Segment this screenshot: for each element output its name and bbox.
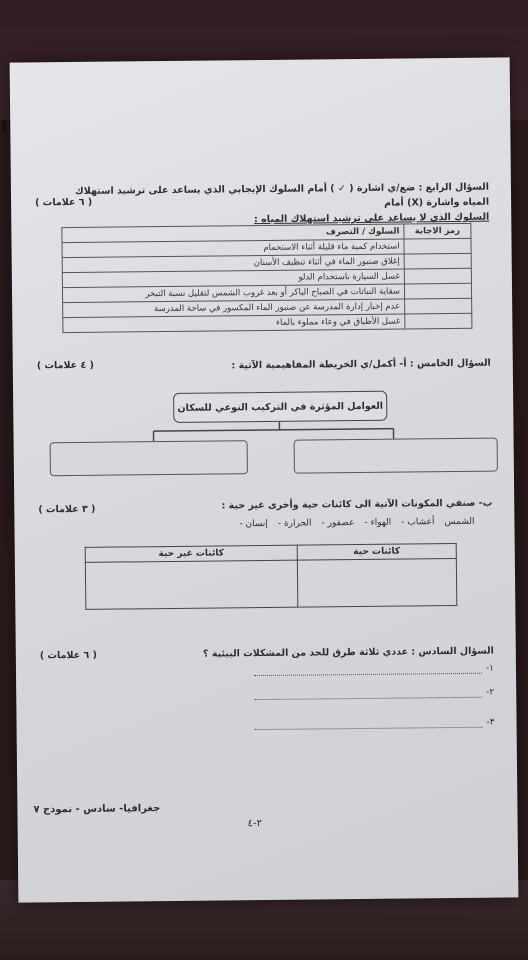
question6-heading: السؤال السادس : عددي ثلاثة طرق للحد من المشكلات البيئية ؟ [202, 645, 494, 660]
question5-marks: ( ٤ علامات ) [36, 359, 94, 372]
question4-line1: السؤال الرابع : ضع/ي اشارة ( ✓ ) أمام السلوك الإيجابي الذي يساعد على ترشيد استهلاك المياه واشارة (X) أمام [74, 181, 490, 209]
answer-number: -٣ [486, 717, 495, 728]
behavior-cell: استخدام كمية ماء قليلة أثناء الاستحمام [62, 239, 404, 258]
concept-map-box-left[interactable] [50, 440, 248, 476]
header-symbol: رمز الاجابة [404, 223, 471, 239]
component-item: - الهواء [364, 517, 392, 528]
concept-map-box-right[interactable] [294, 438, 498, 474]
behavior-cell: غسل الأطباق في وعاء مملوء بالماء [63, 314, 405, 333]
classification-table [85, 543, 458, 610]
living-cell[interactable] [297, 558, 457, 607]
behavior-cell: إغلاق صنبور الماء في أثناء تنظيف الأسنان [62, 254, 404, 273]
footer-label: جغرافيا- سادس - نموذج ٧ [33, 803, 161, 816]
behavior-cell: غسل السيارة باستخدام الدلو [62, 269, 404, 288]
components-list [74, 517, 474, 531]
behavior-cell: عدم إخبار إدارة المدرسة عن صنبور الماء المكسور في ساحة المدرسة [63, 299, 405, 318]
header-nonliving: كائنات غير حية [85, 545, 297, 562]
component-item: - الحرارة [277, 518, 312, 529]
dotted-line [254, 665, 482, 676]
answer-line-3[interactable] [255, 718, 495, 731]
answer-number: -٢ [486, 687, 495, 698]
question4-marks: ( ٦ علامات ) [35, 196, 93, 209]
header-living: كائنات حية [297, 543, 456, 560]
part-b-marks: ( ٣ علامات ) [38, 503, 96, 516]
classification-body-row [85, 558, 456, 609]
component-item: - إنسان [239, 518, 268, 530]
behavior-cell: سقاية النباتات في الصباح الباكر أو بعد غروب الشمس لتقليل نسبة التبخر [62, 284, 404, 303]
dotted-line [254, 689, 482, 700]
part-b-heading: ب- صنفي المكونات الآتية الى كائنات حية وأخرى غير حية : [221, 497, 493, 512]
answer-number: -١ [485, 663, 495, 674]
answer-line-1[interactable] [254, 664, 494, 677]
component-item: الشمس [444, 516, 475, 528]
component-item: - أعشاب [401, 517, 435, 528]
question6-marks: ( ٦ علامات ) [39, 649, 98, 662]
concept-map-root-label: العوامل المؤثرة في التركيب النوعي للسكان [177, 400, 384, 414]
answer-line-2[interactable] [254, 688, 494, 701]
sheet-edge-mark [2, 121, 6, 131]
concept-map-connectors [10, 57, 514, 482]
component-item: - عصفور [321, 518, 355, 529]
nonliving-cell[interactable] [85, 560, 297, 609]
question5-heading: السؤال الخامس : أ- أكمل/ي الخريطة المفاهيمية الآتية : [231, 357, 491, 372]
dotted-line [255, 719, 483, 730]
header-behavior: السلوك / التصرف [62, 224, 404, 243]
page-number: ٢-٤ [247, 818, 263, 830]
exam-sheet [10, 57, 519, 902]
question4-line2: السلوك الذي لا يساعد على ترشيد استهلاك المياه : [253, 211, 490, 226]
